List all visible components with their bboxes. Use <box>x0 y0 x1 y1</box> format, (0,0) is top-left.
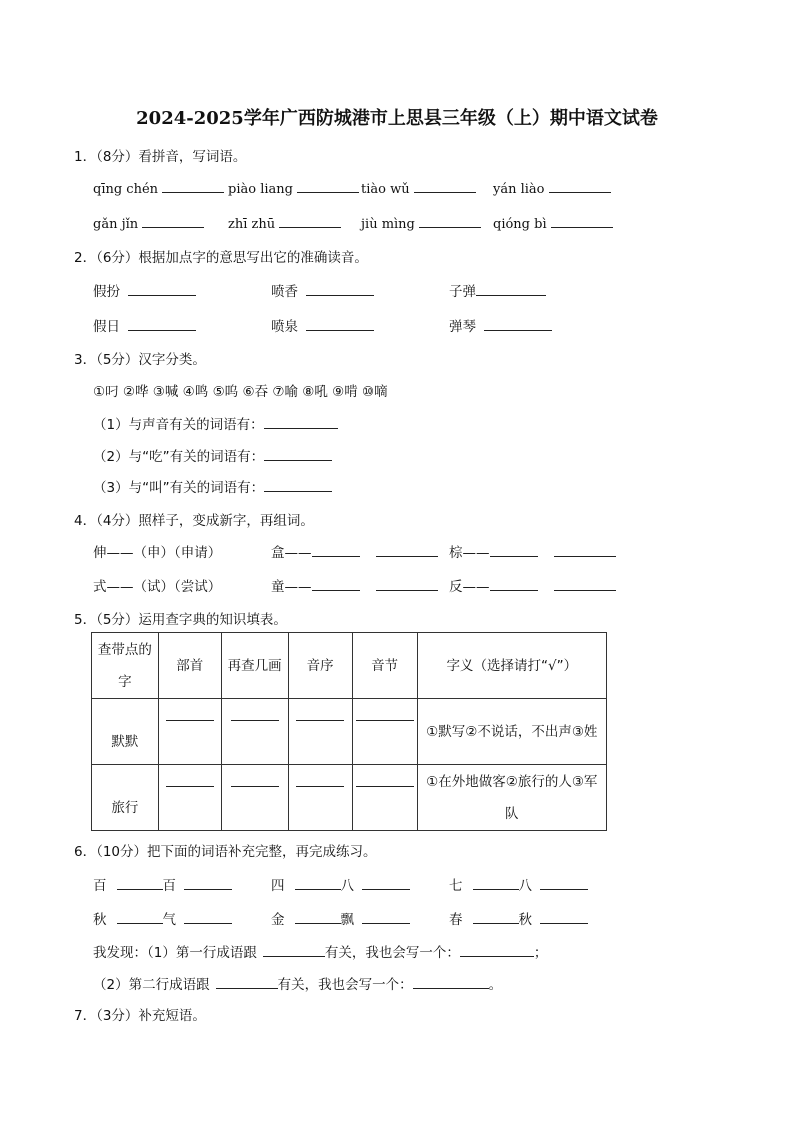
answer-blank[interactable] <box>264 446 332 461</box>
idiom-item: 秋 气 <box>93 908 232 928</box>
answer-blank[interactable] <box>414 178 476 193</box>
answer-blank[interactable] <box>413 974 489 989</box>
question-4-label: 4．（4分）照样子，变成新字，再组词。 <box>74 513 314 529</box>
pinyin-item: tiào wǔ <box>361 178 476 197</box>
answer-blank[interactable] <box>216 974 278 989</box>
answer-blank[interactable] <box>142 213 204 228</box>
idiom-item: 春 秋 <box>449 908 588 928</box>
answer-blank[interactable] <box>295 875 341 890</box>
pinyin-item: jiù mìng <box>361 213 481 232</box>
pinyin-item: qīng chén <box>93 178 224 197</box>
answer-blank[interactable] <box>484 316 552 331</box>
fill-cell[interactable] <box>221 699 288 765</box>
answer-blank[interactable] <box>263 942 325 957</box>
subquestion: （2）与“吃”有关的词语有： <box>93 445 332 465</box>
reading-item: 子弹 <box>449 280 546 300</box>
header-cell: 查带点的字 <box>92 633 159 699</box>
discovery-line-1: 我发现：（1）第一行成语跟 有关，我也会写一个： ； <box>93 941 547 961</box>
answer-blank[interactable] <box>362 875 410 890</box>
answer-blank[interactable] <box>554 576 616 591</box>
pinyin-item: qióng bì <box>493 213 613 232</box>
answer-blank[interactable] <box>540 875 588 890</box>
header-cell: 再查几画 <box>221 633 288 699</box>
answer-blank[interactable] <box>279 213 341 228</box>
meaning-cell: ①默写②不说话，不出声③姓 <box>417 699 606 765</box>
question-3-label: 3．（5分）汉字分类。 <box>74 352 206 368</box>
fill-cell[interactable] <box>288 765 352 831</box>
fill-cell[interactable] <box>352 699 417 765</box>
subquestion: （1）与声音有关的词语有： <box>93 413 338 433</box>
subquestion: （3）与“叫”有关的词语有： <box>93 476 332 496</box>
table-row-char: 默默 <box>92 699 159 765</box>
fill-cell[interactable] <box>158 699 221 765</box>
answer-blank[interactable] <box>476 281 546 296</box>
char-list: ①叼 ②哗 ③喊 ④鸣 ⑤呜 ⑥吞 ⑦喻 ⑧吼 ⑨啃 ⑩嘀 <box>93 384 388 400</box>
header-cell: 部首 <box>158 633 221 699</box>
answer-blank[interactable] <box>117 909 163 924</box>
idiom-item: 金 飘 <box>271 908 410 928</box>
fill-cell[interactable] <box>352 765 417 831</box>
header-cell: 字义（选择请打“√”） <box>417 633 606 699</box>
answer-blank[interactable] <box>376 576 438 591</box>
pinyin-item: gǎn jǐn <box>93 213 204 232</box>
answer-blank[interactable] <box>376 542 438 557</box>
header-cell: 音序 <box>288 633 352 699</box>
reading-item: 弹琴 <box>449 315 552 335</box>
reading-item: 假扮 <box>93 280 196 300</box>
question-1-label: 1．（8分）看拼音，写词语。 <box>74 149 247 165</box>
example-text: 式——（试）（尝试） <box>93 579 222 595</box>
table-row-char: 旅行 <box>92 765 159 831</box>
question-6-label: 6．（10分）把下面的词语补充完整，再完成练习。 <box>74 844 377 860</box>
answer-blank[interactable] <box>128 316 196 331</box>
answer-blank[interactable] <box>306 316 374 331</box>
answer-blank[interactable] <box>473 909 519 924</box>
question-5-label: 5．（5分）运用查字典的知识填表。 <box>74 612 287 628</box>
answer-blank[interactable] <box>184 909 232 924</box>
answer-blank[interactable] <box>362 909 410 924</box>
pinyin-item: zhī zhū <box>228 213 341 232</box>
page-title: 2024-2025学年广西防城港市上思县三年级（上）期中语文试卷 <box>136 108 658 129</box>
fill-cell[interactable] <box>158 765 221 831</box>
answer-blank[interactable] <box>554 542 616 557</box>
meaning-cell: ①在外地做客②旅行的人③军队 <box>417 765 606 831</box>
question-7-label: 7．（3分）补充短语。 <box>74 1008 206 1024</box>
idiom-item: 百 百 <box>93 874 232 894</box>
char-item: 童—— <box>271 575 438 595</box>
fill-cell[interactable] <box>221 765 288 831</box>
idiom-item: 四 八 <box>271 874 410 894</box>
answer-blank[interactable] <box>551 213 613 228</box>
char-item: 盒—— <box>271 541 438 561</box>
reading-item: 喷泉 <box>271 315 374 335</box>
char-item: 棕—— <box>449 541 616 561</box>
idiom-item: 七 八 <box>449 874 588 894</box>
pinyin-item: piào liang <box>228 178 359 197</box>
answer-blank[interactable] <box>128 281 196 296</box>
answer-blank[interactable] <box>419 213 481 228</box>
answer-blank[interactable] <box>184 875 232 890</box>
answer-blank[interactable] <box>297 178 359 193</box>
answer-blank[interactable] <box>295 909 341 924</box>
reading-item: 假日 <box>93 315 196 335</box>
answer-blank[interactable] <box>312 576 360 591</box>
fill-cell[interactable] <box>288 699 352 765</box>
answer-blank[interactable] <box>549 178 611 193</box>
pinyin-item: yán liào <box>493 178 611 197</box>
discovery-line-2: （2）第二行成语跟 有关，我也会写一个： 。 <box>93 973 502 993</box>
answer-blank[interactable] <box>490 576 538 591</box>
char-item: 反—— <box>449 575 616 595</box>
answer-blank[interactable] <box>264 477 332 492</box>
question-2-label: 2．（6分）根据加点字的意思写出它的准确读音。 <box>74 250 368 266</box>
dictionary-table <box>91 632 607 831</box>
answer-blank[interactable] <box>473 875 519 890</box>
answer-blank[interactable] <box>490 542 538 557</box>
answer-blank[interactable] <box>312 542 360 557</box>
example-text: 伸——（申）（申请） <box>93 545 222 561</box>
answer-blank[interactable] <box>264 414 338 429</box>
header-cell: 音节 <box>352 633 417 699</box>
reading-item: 喷香 <box>271 280 374 300</box>
answer-blank[interactable] <box>306 281 374 296</box>
answer-blank[interactable] <box>540 909 588 924</box>
answer-blank[interactable] <box>162 178 224 193</box>
answer-blank[interactable] <box>117 875 163 890</box>
answer-blank[interactable] <box>460 942 534 957</box>
